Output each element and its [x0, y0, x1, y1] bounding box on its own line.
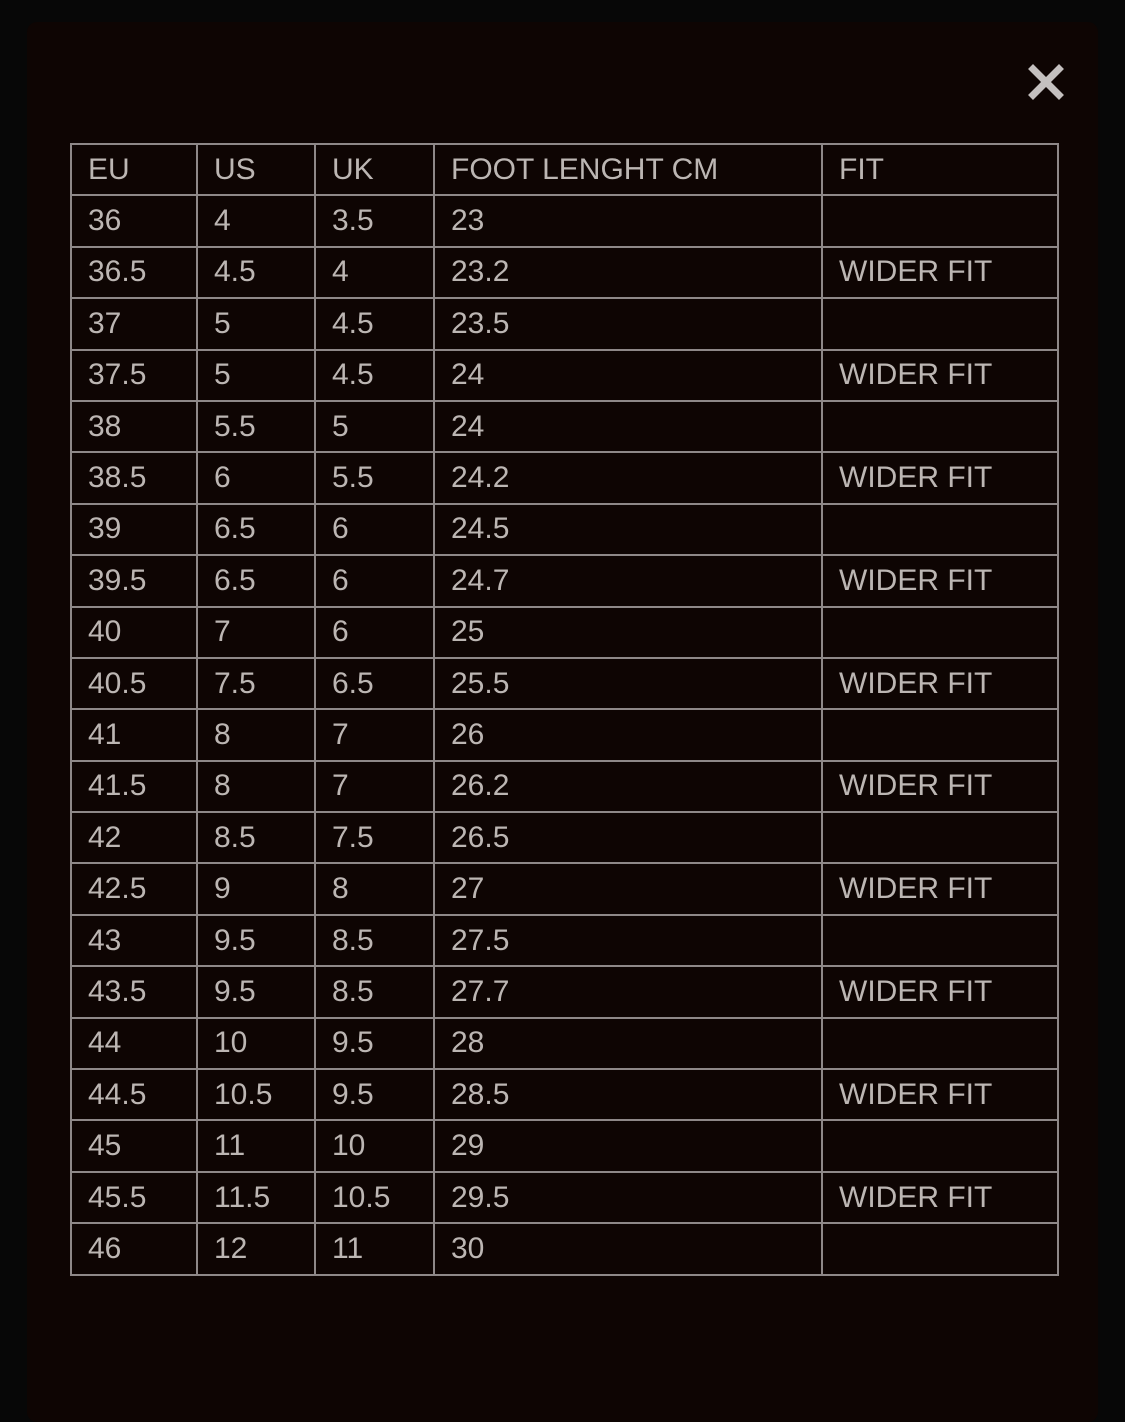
cell-foot-length: 29 [434, 1120, 822, 1171]
cell-eu: 39.5 [71, 555, 197, 606]
table-row [71, 247, 1058, 298]
header-fit: FIT [822, 144, 1058, 195]
cell-fit [822, 504, 1058, 555]
cell-eu: 44 [71, 1018, 197, 1069]
table-row [71, 966, 1058, 1017]
cell-us: 5 [197, 350, 315, 401]
cell-foot-length: 27.7 [434, 966, 822, 1017]
cell-eu: 40 [71, 607, 197, 658]
table-row [71, 607, 1058, 658]
cell-fit [822, 1018, 1058, 1069]
cell-foot-length: 29.5 [434, 1172, 822, 1223]
cell-fit [822, 915, 1058, 966]
cell-us: 9.5 [197, 915, 315, 966]
header-foot-length: FOOT LENGHT CM [434, 144, 822, 195]
cell-us: 8.5 [197, 812, 315, 863]
cell-uk: 5 [315, 401, 434, 452]
cell-foot-length: 24 [434, 401, 822, 452]
cell-eu: 41.5 [71, 761, 197, 812]
cell-foot-length: 25 [434, 607, 822, 658]
header-us: US [197, 144, 315, 195]
cell-foot-length: 24.5 [434, 504, 822, 555]
cell-us: 8 [197, 761, 315, 812]
cell-uk: 7 [315, 761, 434, 812]
cell-foot-length: 24.2 [434, 452, 822, 503]
cell-eu: 36 [71, 195, 197, 246]
cell-us: 10 [197, 1018, 315, 1069]
cell-fit: WIDER FIT [822, 863, 1058, 914]
cell-us: 10.5 [197, 1069, 315, 1120]
cell-uk: 8.5 [315, 915, 434, 966]
size-chart-table [70, 143, 1059, 1276]
cell-us: 5.5 [197, 401, 315, 452]
cell-eu: 45 [71, 1120, 197, 1171]
cell-fit: WIDER FIT [822, 1069, 1058, 1120]
cell-foot-length: 23.5 [434, 298, 822, 349]
table-row [71, 298, 1058, 349]
cell-us: 7 [197, 607, 315, 658]
cell-fit [822, 1223, 1058, 1274]
cell-uk: 6 [315, 504, 434, 555]
cell-foot-length: 24 [434, 350, 822, 401]
cell-eu: 37 [71, 298, 197, 349]
cell-us: 9.5 [197, 966, 315, 1017]
cell-uk: 3.5 [315, 195, 434, 246]
table-row [71, 1120, 1058, 1171]
cell-fit [822, 607, 1058, 658]
cell-fit [822, 401, 1058, 452]
cell-uk: 5.5 [315, 452, 434, 503]
table-row [71, 350, 1058, 401]
cell-uk: 9.5 [315, 1069, 434, 1120]
cell-fit [822, 298, 1058, 349]
cell-fit: WIDER FIT [822, 350, 1058, 401]
cell-uk: 8.5 [315, 966, 434, 1017]
cell-fit: WIDER FIT [822, 1172, 1058, 1223]
table-row [71, 504, 1058, 555]
cell-us: 12 [197, 1223, 315, 1274]
header-uk: UK [315, 144, 434, 195]
cell-uk: 4 [315, 247, 434, 298]
cell-eu: 42 [71, 812, 197, 863]
cell-eu: 36.5 [71, 247, 197, 298]
cell-foot-length: 25.5 [434, 658, 822, 709]
cell-uk: 11 [315, 1223, 434, 1274]
size-guide-modal [27, 22, 1098, 1422]
cell-uk: 4.5 [315, 298, 434, 349]
cell-uk: 8 [315, 863, 434, 914]
cell-uk: 10.5 [315, 1172, 434, 1223]
table-body [71, 195, 1058, 1274]
cell-foot-length: 23 [434, 195, 822, 246]
cell-uk: 6 [315, 607, 434, 658]
cell-uk: 6 [315, 555, 434, 606]
cell-uk: 10 [315, 1120, 434, 1171]
table-row [71, 452, 1058, 503]
close-button[interactable] [1026, 62, 1066, 102]
cell-us: 9 [197, 863, 315, 914]
cell-eu: 43.5 [71, 966, 197, 1017]
cell-uk: 7.5 [315, 812, 434, 863]
cell-foot-length: 23.2 [434, 247, 822, 298]
cell-us: 6 [197, 452, 315, 503]
table-row [71, 761, 1058, 812]
cell-foot-length: 24.7 [434, 555, 822, 606]
cell-eu: 42.5 [71, 863, 197, 914]
cell-eu: 38 [71, 401, 197, 452]
cell-eu: 45.5 [71, 1172, 197, 1223]
cell-fit [822, 195, 1058, 246]
close-icon [1026, 62, 1066, 102]
table-row [71, 709, 1058, 760]
cell-eu: 46 [71, 1223, 197, 1274]
cell-fit: WIDER FIT [822, 658, 1058, 709]
table-row [71, 1069, 1058, 1120]
table-header-row [71, 144, 1058, 195]
cell-us: 6.5 [197, 555, 315, 606]
cell-fit [822, 1120, 1058, 1171]
cell-foot-length: 26 [434, 709, 822, 760]
cell-eu: 41 [71, 709, 197, 760]
table-row [71, 812, 1058, 863]
cell-fit [822, 812, 1058, 863]
table-row [71, 1172, 1058, 1223]
cell-us: 11 [197, 1120, 315, 1171]
cell-foot-length: 28.5 [434, 1069, 822, 1120]
cell-eu: 40.5 [71, 658, 197, 709]
table-row [71, 915, 1058, 966]
table-row [71, 863, 1058, 914]
cell-us: 4 [197, 195, 315, 246]
cell-us: 8 [197, 709, 315, 760]
cell-uk: 6.5 [315, 658, 434, 709]
cell-foot-length: 27 [434, 863, 822, 914]
cell-us: 7.5 [197, 658, 315, 709]
cell-fit [822, 709, 1058, 760]
cell-foot-length: 26.5 [434, 812, 822, 863]
table-row [71, 401, 1058, 452]
cell-eu: 44.5 [71, 1069, 197, 1120]
cell-eu: 37.5 [71, 350, 197, 401]
cell-eu: 43 [71, 915, 197, 966]
cell-us: 6.5 [197, 504, 315, 555]
cell-foot-length: 27.5 [434, 915, 822, 966]
header-eu: EU [71, 144, 197, 195]
cell-fit: WIDER FIT [822, 247, 1058, 298]
cell-uk: 7 [315, 709, 434, 760]
cell-eu: 39 [71, 504, 197, 555]
table-row [71, 1223, 1058, 1274]
cell-fit: WIDER FIT [822, 966, 1058, 1017]
cell-us: 5 [197, 298, 315, 349]
cell-fit: WIDER FIT [822, 555, 1058, 606]
cell-foot-length: 26.2 [434, 761, 822, 812]
cell-foot-length: 30 [434, 1223, 822, 1274]
cell-uk: 9.5 [315, 1018, 434, 1069]
cell-fit: WIDER FIT [822, 452, 1058, 503]
table-row [71, 1018, 1058, 1069]
cell-foot-length: 28 [434, 1018, 822, 1069]
cell-uk: 4.5 [315, 350, 434, 401]
cell-eu: 38.5 [71, 452, 197, 503]
table-row [71, 658, 1058, 709]
cell-fit: WIDER FIT [822, 761, 1058, 812]
table-row [71, 555, 1058, 606]
cell-us: 11.5 [197, 1172, 315, 1223]
table-row [71, 195, 1058, 246]
cell-us: 4.5 [197, 247, 315, 298]
